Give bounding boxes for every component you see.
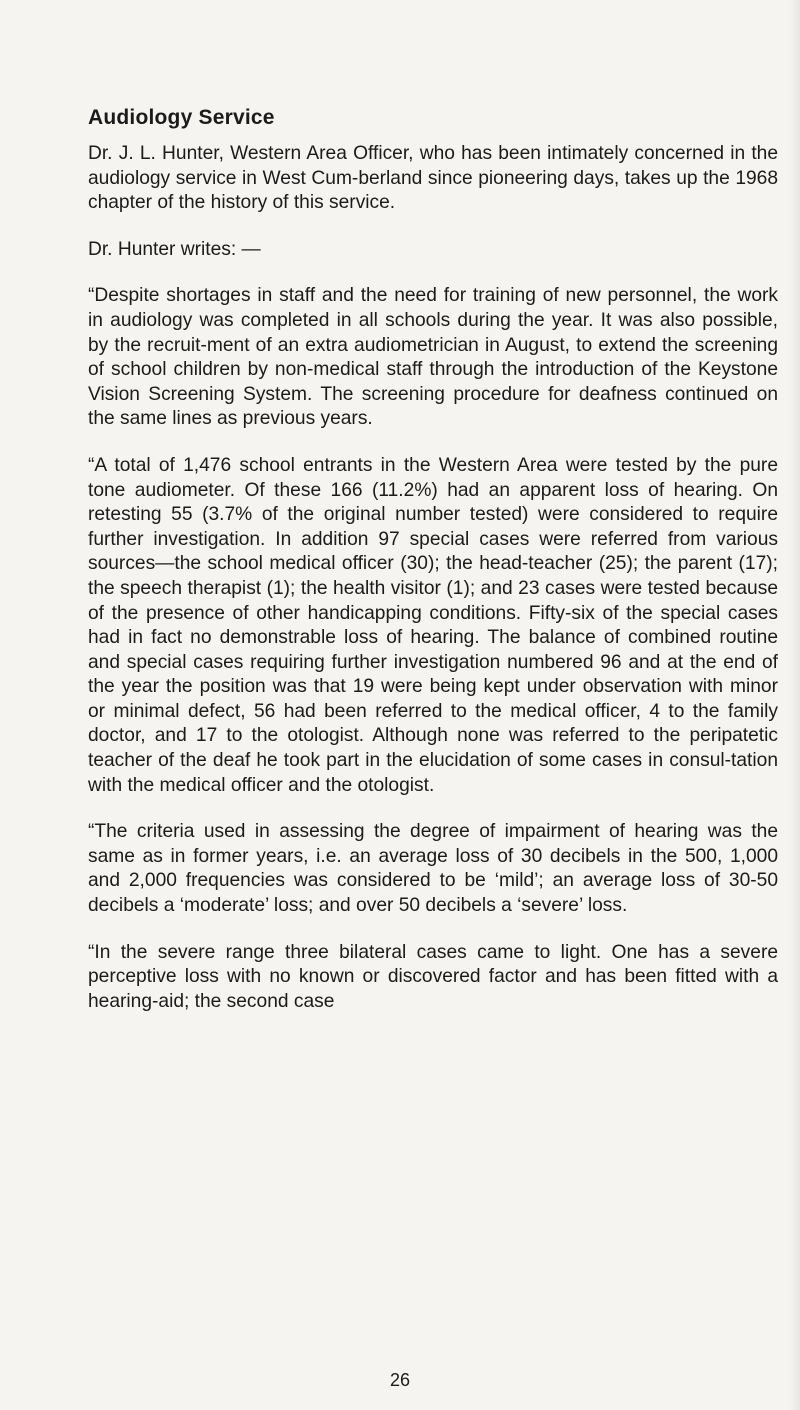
document-page <box>88 106 778 1036</box>
page-number: 26 <box>389 1370 411 1390</box>
page-edge-shadow <box>790 0 800 1410</box>
writes-line: Dr. Hunter writes: — <box>88 238 261 260</box>
severe-cases-paragraph: “In the severe range three bilateral cases came to light. One has a severe perceptive loss with no known or discovered factor and has been fitted with a hearing-aid; the second case <box>88 941 778 1012</box>
section-heading: Audiology Service <box>88 106 275 129</box>
staffing-paragraph: “Despite shortages in staff and the need for training of new personnel, the work in audiology was completed in all schools during the year. It was also possible, by the recruit-ment of an extra audiometrician in August, to extend the screening of school children by non-medical staff through the introduction of the Keystone Vision Screening System. The screening procedure for deafness continued on the same lines as previous years. <box>88 285 778 430</box>
criteria-paragraph: “The criteria used in assessing the degree of impairment of hearing was the same as in former years, i.e. an average loss of 30 decibels in the 500, 1,000 and 2,000 frequencies was considered to be ‘mild’; an average loss of 30-50 decibels a ‘moderate’ loss; and over 50 decibels a ‘severe’ loss. <box>88 821 778 917</box>
intro-paragraph: Dr. J. L. Hunter, Western Area Officer, who has been intimately concerned in the audiology service in West Cum-berland since pioneering days, takes up the 1968 chapter of the history of this service. <box>88 143 778 214</box>
statistics-paragraph: “A total of 1,476 school entrants in the Western Area were tested by the pure tone audiometer. Of these 166 (11.2%) had an apparent loss of hearing. On retesting 55 (3.7% of the original number tested) were considered to require further investigation. In addition 97 special cases were referred from various sources—the school medical officer (30); the head-teacher (25); the parent (17); the speech therapist (1); the health visitor (1); and 23 cases were tested because of the presence of other handicapping conditions. Fifty-six of the special cases had in fact no demonstrable loss of hearing. The balance of combined routine and special cases requiring further investigation numbered 96 and at the end of the year the position was that 19 were being kept under observation with minor or minimal defect, 56 had been referred to the medical officer, 4 to the family doctor, and 17 to the otologist. Although none was referred to the peripatetic teacher of the deaf he took part in the elucidation of some cases in consul-tation with the medical officer and the otologist. <box>88 454 778 796</box>
